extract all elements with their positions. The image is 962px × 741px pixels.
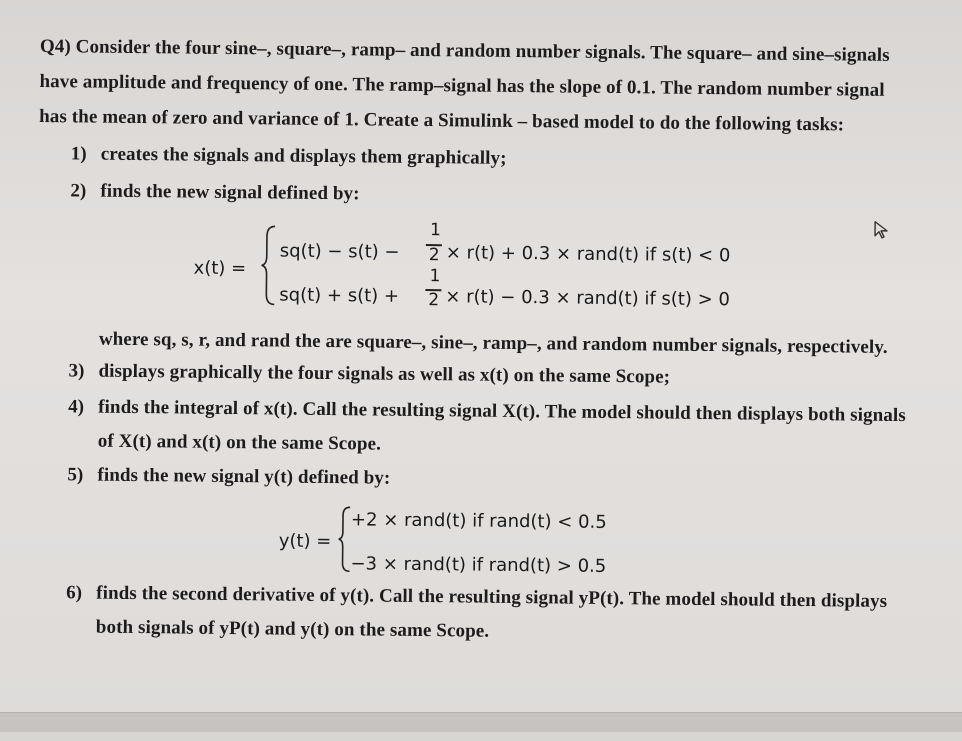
eq-y-case2: −3 × rand(t) if rand(t) > 0.5 — [350, 553, 607, 577]
task-4-text-1: finds the integral of x(t). Call the resulting signal X(t). The model should then displays both signals — [98, 396, 906, 427]
task-2-text: finds the new signal defined by: — [100, 180, 360, 205]
eq-x-case1-a: sq(t) − s(t) − — [279, 240, 400, 263]
task-3-number: 3) — [68, 360, 85, 382]
mouse-cursor-icon — [872, 219, 894, 241]
eq-x-frac1-num: 1 — [429, 220, 441, 241]
eq-x-case2-b: × r(t) − 0.3 × rand(t) if s(t) > 0 — [445, 286, 731, 311]
task-1-number: 1) — [70, 143, 87, 165]
where-line: where sq, s, r, and rand the are square–, sine–, ramp–, and random number signals, respectively. — [98, 328, 888, 358]
task-4-text-2: of X(t) and x(t) on the same Scope. — [97, 430, 382, 455]
task-5-number: 5) — [67, 464, 84, 486]
task-6-text-2: both signals of yP(t) and y(t) on the same Scope. — [95, 616, 490, 642]
eq-x-frac2-den: 2 — [428, 290, 440, 311]
task-2-number: 2) — [70, 180, 87, 202]
eq-x-case1-b: × r(t) + 0.3 × rand(t) if s(t) < 0 — [445, 242, 731, 267]
eq-x-lhs: x(t) = — [193, 257, 247, 280]
eq-x-brace — [259, 224, 278, 306]
task-6-number: 6) — [66, 582, 83, 604]
eq-y-lhs: y(t) = — [278, 530, 332, 553]
eq-x-frac1-den: 2 — [428, 245, 440, 266]
task-5-text: finds the new signal y(t) defined by: — [97, 464, 391, 489]
eq-x-frac2-num: 1 — [429, 266, 441, 287]
paper-edge — [0, 712, 962, 732]
eq-y-case1: +2 × rand(t) if rand(t) < 0.5 — [350, 509, 607, 533]
task-4-number: 4) — [68, 396, 85, 418]
intro-line-1: Q4) Consider the four sine–, square–, ramp– and random number signals. The square– and sine–signals — [39, 36, 890, 66]
task-6-text-1: finds the second derivative of y(t). Call the resulting signal yP(t). The model should then displays — [96, 582, 888, 612]
eq-x-case2-a: sq(t) + s(t) + — [279, 284, 400, 307]
intro-line-3: has the mean of zero and variance of 1. Create a Simulink – based model to do the following tasks: — [39, 105, 845, 136]
intro-line-2: have amplitude and frequency of one. The ramp–signal has the slope of 0.1. The random number signal — [39, 70, 885, 101]
task-3-text: displays graphically the four signals as well as x(t) on the same Scope; — [98, 360, 671, 388]
task-1-text: creates the signals and displays them graphically; — [100, 143, 507, 169]
